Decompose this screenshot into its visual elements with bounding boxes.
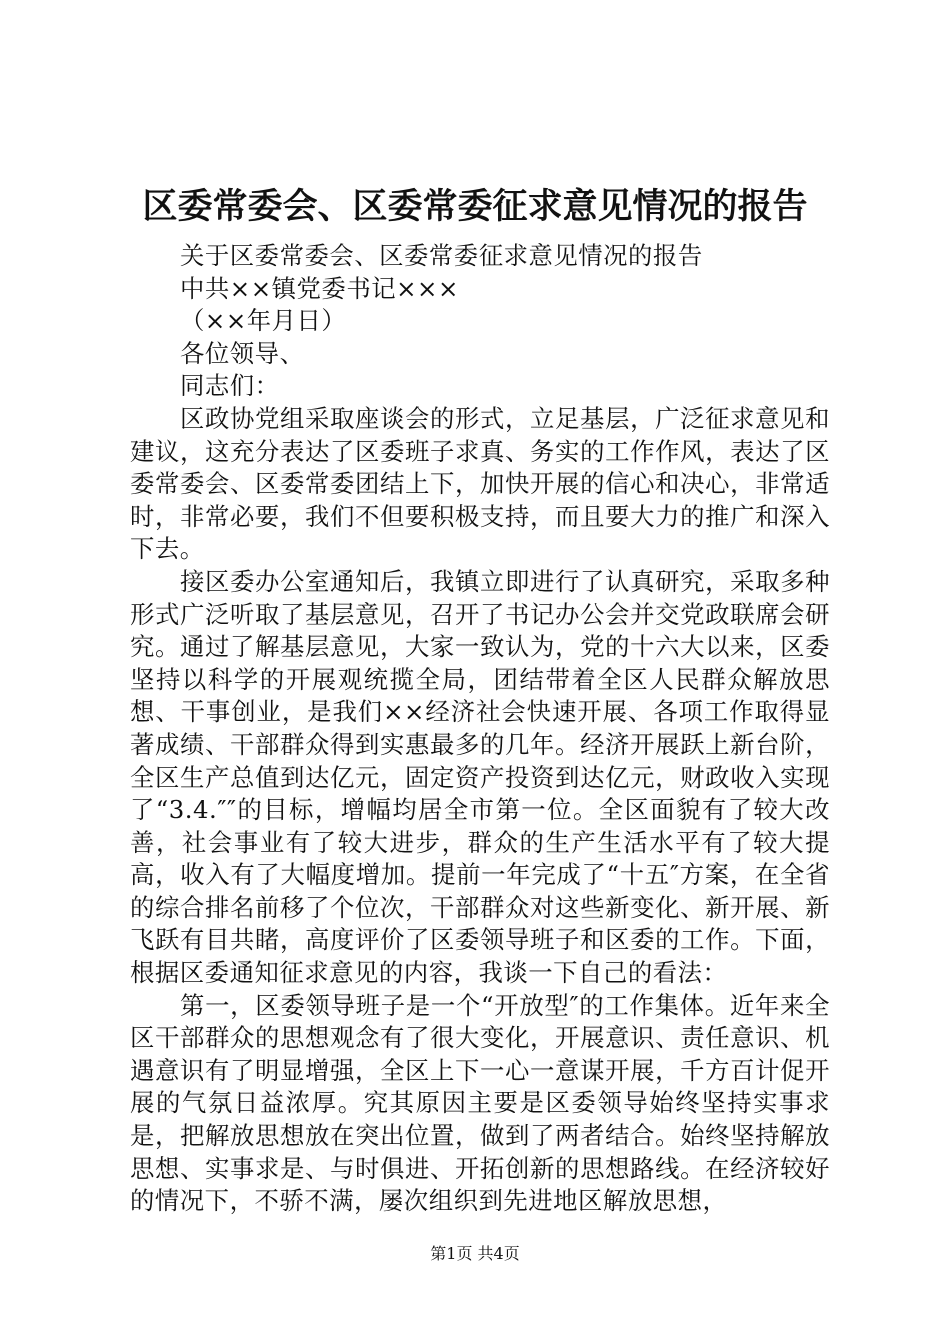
paragraph-3: 第一，区委领导班子是一个“开放型″的工作集体。近年来全区干部群众的思想观念有了很大变化，开展意识、责任意识、机遇意识有了明显增强，全区上下一心一意谋开展，千方百计促开展的气氛日益浓厚。究其原因主要是区委领导始终坚持实事求是，把解放思想放在突出位置，做到了两者结合。始终坚持解放思想、实事求是、与时俱进、开拓创新的思想路线。在经济较好的情况下，不骄不满，屡次组织到先进地区解放思想， xyxy=(130,990,830,1216)
header-line-salutation: 各位领导、 xyxy=(180,338,305,368)
header-line-date: （××年月日） xyxy=(180,306,347,336)
paragraph-1: 区政协党组采取座谈会的形式，立足基层，广泛征求意见和建议，这充分表达了区委班子求真、务实的工作作风，表达了区委常委会、区委常委团结上下，加快开展的信心和决心，非常适时，非常必要，我们不但要积极支持，而且要大力的推广和深入下去。 xyxy=(130,403,830,564)
page-footer: 第1页 共4页 xyxy=(430,1244,520,1263)
paragraph-2: 接区委办公室通知后，我镇立即进行了认真研究，采取多种形式广泛听取了基层意见，召开了书记办公会并交党政联席会研究。通过了解基层意见，大家一致认为，党的十六大以来，区委坚持以科学的开展观统揽全局，团结带着全区人民群众解放思想、干事创业，是我们××经济社会快速开展、各项工作取得显著成绩、干部群众得到实惠最多的几年。经济开展跃上新台阶，全区生产总值到达亿元，固定资产投资到达亿元，财政收入实现了“3.4.″″的目标，增幅均居全市第一位。全区面貌有了较大改善，社会事业有了较大进步，群众的生产生活水平有了较大提高，收入有了大幅度增加。提前一年完成了“十五″方案，在全省的综合排名前移了个位次，干部群众对这些新变化、新开展、新飞跃有目共睹，高度评价了区委领导班子和区委的工作。下面，根据区委通知征求意见的内容，我谈一下自己的看法： xyxy=(130,566,830,988)
header-line-author: 中共××镇党委书记××× xyxy=(180,273,459,303)
document-body xyxy=(130,240,830,1218)
document-title: 区委常委会、区委常委征求意见情况的报告 xyxy=(142,186,808,227)
header-line-subtitle: 关于区委常委会、区委常委征求意见情况的报告 xyxy=(180,241,703,270)
header-line-salutation-2: 同志们： xyxy=(180,371,280,401)
